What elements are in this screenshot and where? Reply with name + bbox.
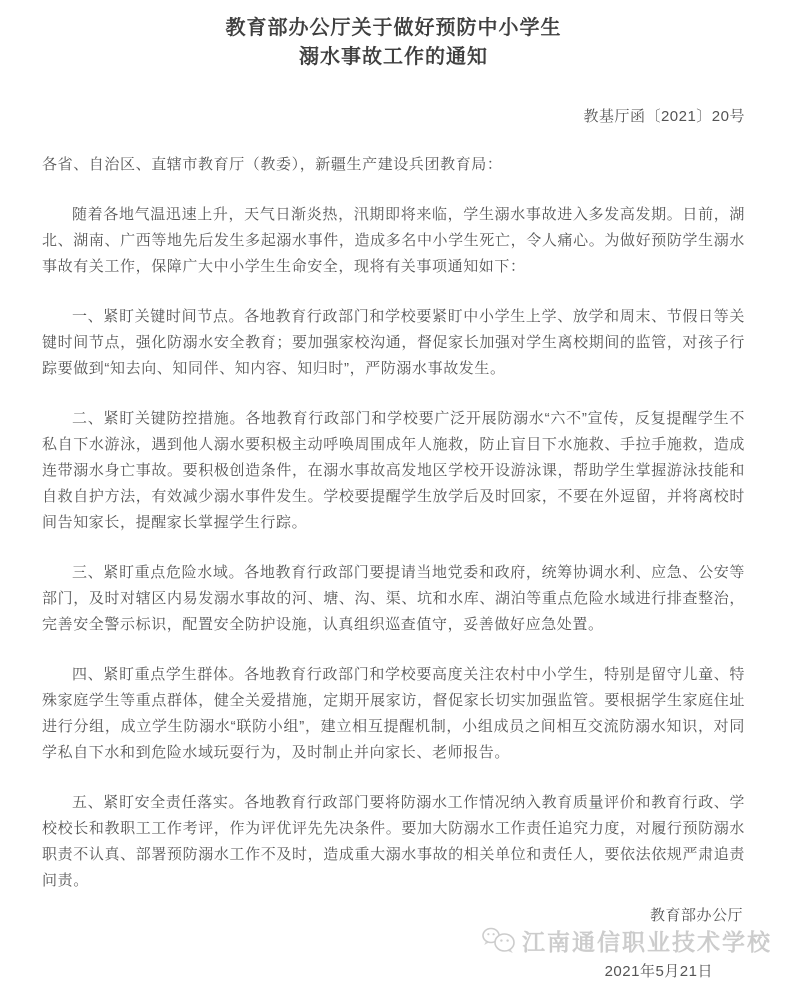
paragraph-intro: 随着各地气温迅速上升，天气日渐炎热，汛期即将来临，学生溺水事故进入多发高发期。日前，湖北、湖南、广西等地先后发生多起溺水事件，造成多名中小学生死亡，令人痛心。为做好预防学生溺水事故有关工作，保障广大中小学生生命安全，现将有关事项通知如下：: [42, 206, 745, 275]
signature-date: 2021年5月21日: [604, 963, 713, 980]
document-number: 教基厅函〔2021〕20号: [583, 108, 745, 125]
paragraph-item-3: 三、紧盯重点危险水域。各地教育行政部门要提请当地党委和政府，统筹协调水利、应急、公安等部门，及时对辖区内易发溺水事故的河、塘、沟、渠、坑和水库、湖泊等重点危险水域进行排查整治，完善安全警示标识，配置安全防护设施，认真组织巡查值守，妥善做好应急处置。: [42, 564, 745, 633]
signature-issuer: 教育部办公厅: [649, 907, 743, 924]
title-line-1: 教育部办公厅关于做好预防中小学生: [225, 17, 562, 39]
page-title: [0, 0, 787, 72]
paragraph-item-4: 四、紧盯重点学生群体。各地教育行政部门和学校要高度关注农村中小学生，特别是留守儿童、特殊家庭学生等重点群体，健全关爱措施，定期开展家访，督促家长切实加强监管。要根据学生家庭住址进行分组，成立学生防溺水“联防小组”，建立相互提醒机制，小组成员之间相互交流防溺水知识，对同学私自下水和到危险水域玩耍行为，及时制止并向家长、老师报告。: [42, 666, 745, 761]
paragraph-item-1: 一、紧盯关键时间节点。各地教育行政部门和学校要紧盯中小学生上学、放学和周末、节假日等关键时间节点，强化防溺水安全教育；要加强家校沟通，督促家长加强对学生离校期间的监管，对孩子行踪要做到“知去向、知同伴、知内容、知归时”，严防溺水事故发生。: [42, 308, 745, 377]
paragraph-item-5: 五、紧盯安全责任落实。各地教育行政部门要将防溺水工作情况纳入教育质量评价和教育行政、学校校长和教职工工作考评，作为评优评先先决条件。要加大防溺水工作责任追究力度，对履行预防溺水职责不认真、部署预防溺水工作不及时，造成重大溺水事故的相关单位和责任人，要依法依规严肃追责问责。: [42, 794, 745, 889]
paragraph-item-2: 二、紧盯关键防控措施。各地教育行政部门和学校要广泛开展防溺水“六不”宣传，反复提醒学生不私自下水游泳，遇到他人溺水要积极主动呼唤周围成年人施救，防止盲目下水施救、手拉手施救，造成连带溺水身亡事故。要积极创造条件，在溺水事故高发地区学校开设游泳课，帮助学生掌握游泳技能和自救自护方法，有效减少溺水事件发生。学校要提醒学生放学后及时回家，不要在外逗留，并将离校时间告知家长，提醒家长掌握学生行踪。: [42, 410, 745, 531]
document-footer: [0, 907, 787, 981]
salutation: 各省、自治区、直辖市教育厅（教委），新疆生产建设兵团教育局：: [42, 156, 503, 173]
title-line-2: 溺水事故工作的通知: [299, 46, 488, 68]
document-body: [0, 152, 787, 894]
wechat-icon: [481, 926, 517, 959]
watermark: [0, 928, 787, 956]
watermark-text: 江南通信职业技术学校: [522, 929, 772, 955]
